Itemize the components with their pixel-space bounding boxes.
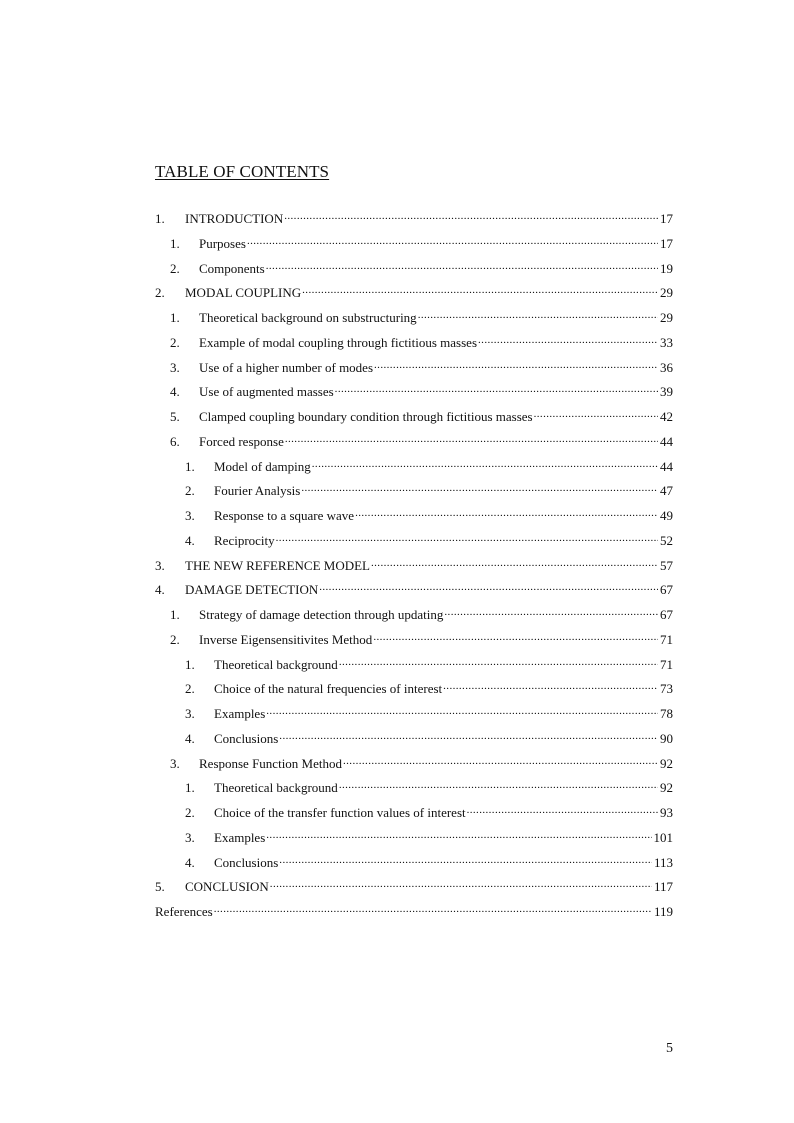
dot-leader [444,605,658,619]
toc-entry-title: Response to a square wave [214,508,355,523]
toc-entry-title: Choice of the transfer function values of interest [214,805,466,820]
toc-entry-page: 101 [653,829,673,845]
dot-leader [418,308,658,322]
toc-entry-number: 2. [170,334,180,350]
dot-leader [371,556,658,570]
toc-entry-page: 17 [660,235,673,251]
toc-entry-number: 4. [170,384,180,400]
toc-entry[interactable] [155,529,673,554]
toc-entry-title: Strategy of damage detection through updating [199,607,444,622]
toc-entry-number: 1. [185,458,195,474]
toc-entry[interactable] [155,281,673,306]
toc-entry-number: 4. [185,532,195,548]
toc-entry[interactable] [155,380,673,405]
toc-entry-page: 44 [660,433,673,449]
toc-entry-title: Theoretical background on substructuring [199,310,417,325]
toc-entry-title: Theoretical background [214,780,338,796]
toc-entry-number: 1. [185,780,195,796]
toc-entry-number: 1. [170,607,180,622]
toc-entry-page: 57 [660,557,673,573]
dot-leader [284,209,658,223]
toc-entry-page: 49 [660,508,673,523]
toc-entry-title: DAMAGE DETECTION [185,582,319,598]
toc-entry[interactable] [155,257,673,282]
dot-leader [443,679,658,693]
dot-leader [279,853,652,867]
toc-entry-page: 67 [660,607,673,622]
toc-entry-number: 3. [185,508,195,523]
toc-entry-number: 2. [170,260,180,276]
toc-entry-title: Use of a higher number of modes [199,359,374,375]
toc-entry-page: 17 [660,211,673,226]
dot-leader [339,655,658,669]
dot-leader [266,259,658,273]
toc-entry[interactable] [155,727,673,752]
toc-entry-title: Reciprocity [214,532,275,548]
toc-entry[interactable] [155,479,673,504]
toc-entry-number: 2. [155,285,165,301]
toc-entry[interactable] [155,306,673,331]
dot-leader [478,333,658,347]
toc-entry-page: 78 [660,706,673,721]
dot-leader [343,754,658,768]
toc-entry-title: Forced response [199,433,284,449]
dot-leader [312,457,658,471]
dot-leader [279,729,658,743]
toc-entry-number: 3. [170,359,180,375]
toc-entry-number: 3. [155,557,165,573]
toc-entry[interactable] [155,900,673,925]
toc-entry[interactable] [155,752,673,777]
toc-entry[interactable] [155,578,673,603]
toc-entry-page: 67 [660,582,673,598]
toc-entry-title: Theoretical background [214,656,338,672]
toc-entry-title: Choice of the natural frequencies of interest [214,681,443,697]
toc-entry[interactable] [155,603,673,628]
toc-entry[interactable] [155,455,673,480]
toc-entry-page: 29 [660,310,673,325]
toc-entry[interactable] [155,875,673,900]
toc-entry-page: 52 [660,532,673,548]
toc-entry-page: 119 [653,904,673,919]
toc-entry-page: 92 [660,780,673,796]
dot-leader [534,407,658,421]
toc-entry[interactable] [155,207,673,232]
toc-entry-number: 2. [185,805,195,820]
toc-entry-title: Conclusions [214,730,279,746]
dot-leader [276,531,658,545]
toc-entry[interactable] [155,702,673,727]
toc-entry[interactable] [155,430,673,455]
toc-entry-title: Clamped coupling boundary condition through fictitious masses [199,409,533,424]
toc-entry[interactable] [155,331,673,356]
dot-leader [467,803,658,817]
dot-leader [285,432,658,446]
toc-entry-page: 92 [660,755,673,771]
page-title: TABLE OF CONTENTS [155,162,330,181]
toc-entry-page: 47 [660,483,673,499]
toc-entry-number: 6. [170,433,180,449]
toc-entry-number: 3. [185,829,195,845]
dot-leader [270,877,652,891]
toc-entry-number: 4. [185,730,195,746]
toc-entry-page: 117 [653,879,673,895]
toc-entry-title: Examples [214,706,266,721]
page-number: 5 [666,1041,673,1056]
dot-leader [266,704,658,718]
toc-entry-page: 90 [660,730,673,746]
toc-entry-number: 2. [170,631,180,647]
dot-leader [266,828,651,842]
toc-entry-number: 2. [185,681,195,697]
toc-entry[interactable] [155,776,673,801]
toc-entry-page: 39 [660,384,673,400]
dot-leader [355,506,658,520]
toc-entry-number: 4. [155,582,165,598]
toc-entry-title: Fourier Analysis [214,483,301,499]
toc-entry-page: 36 [660,359,673,375]
toc-entry[interactable] [155,826,673,851]
toc-entry-number: 2. [185,483,195,499]
dot-leader [302,283,658,297]
toc-entry-title: Response Function Method [199,755,342,771]
toc-entry[interactable] [155,628,673,653]
toc-entry-number: 3. [185,706,195,721]
toc-entry-title: Conclusions [214,854,279,870]
dot-leader [339,778,658,792]
toc-entry[interactable] [155,851,673,876]
toc-entry[interactable] [155,405,673,430]
toc-entry-page: 73 [660,681,673,697]
toc-entry-page: 93 [660,805,673,820]
toc-entry-page: 42 [660,409,673,424]
toc-entry-title: References [155,904,213,919]
toc-entry-number: 1. [185,656,195,672]
dot-leader [214,902,652,916]
dot-leader [373,630,658,644]
toc-entry-title: Purposes [199,235,246,251]
dot-leader [301,481,658,495]
toc-entry-number: 1. [170,310,180,325]
toc-entry[interactable] [155,232,673,257]
toc-entry-number: 5. [155,879,165,895]
dot-leader [319,580,658,594]
toc-entry[interactable] [155,653,673,678]
toc-entry-page: 33 [660,334,673,350]
toc-entry-page: 44 [660,458,673,474]
toc-entry-title: Examples [214,829,266,845]
dot-leader [247,234,658,248]
toc-entry[interactable] [155,801,673,826]
dot-leader [374,358,658,372]
toc-entry-title: Inverse Eigensensitivites Method [199,631,373,647]
toc-entry-title: INTRODUCTION [185,211,284,226]
toc-entry-number: 1. [170,235,180,251]
table-of-contents [155,207,673,925]
toc-entry-page: 71 [660,656,673,672]
toc-entry-title: Model of damping [214,458,311,474]
toc-entry-number: 4. [185,854,195,870]
toc-entry-title: Use of augmented masses [199,384,334,400]
toc-entry-number: 3. [170,755,180,771]
toc-entry-number: 1. [155,211,165,226]
toc-entry-page: 19 [660,260,673,276]
toc-entry-number: 5. [170,409,180,424]
toc-entry-title: THE NEW REFERENCE MODEL [185,557,370,573]
toc-entry-page: 71 [660,631,673,647]
dot-leader [335,382,658,396]
toc-entry[interactable] [155,677,673,702]
toc-entry[interactable] [155,356,673,381]
toc-entry-title: CONCLUSION [185,879,269,895]
toc-entry-page: 113 [653,854,673,870]
toc-entry[interactable] [155,504,673,529]
toc-entry-title: Components [199,260,265,276]
toc-entry-page: 29 [660,285,673,301]
toc-entry-title: Example of modal coupling through fictitious masses [199,334,478,350]
toc-entry[interactable] [155,554,673,579]
toc-entry-title: MODAL COUPLING [185,285,302,301]
